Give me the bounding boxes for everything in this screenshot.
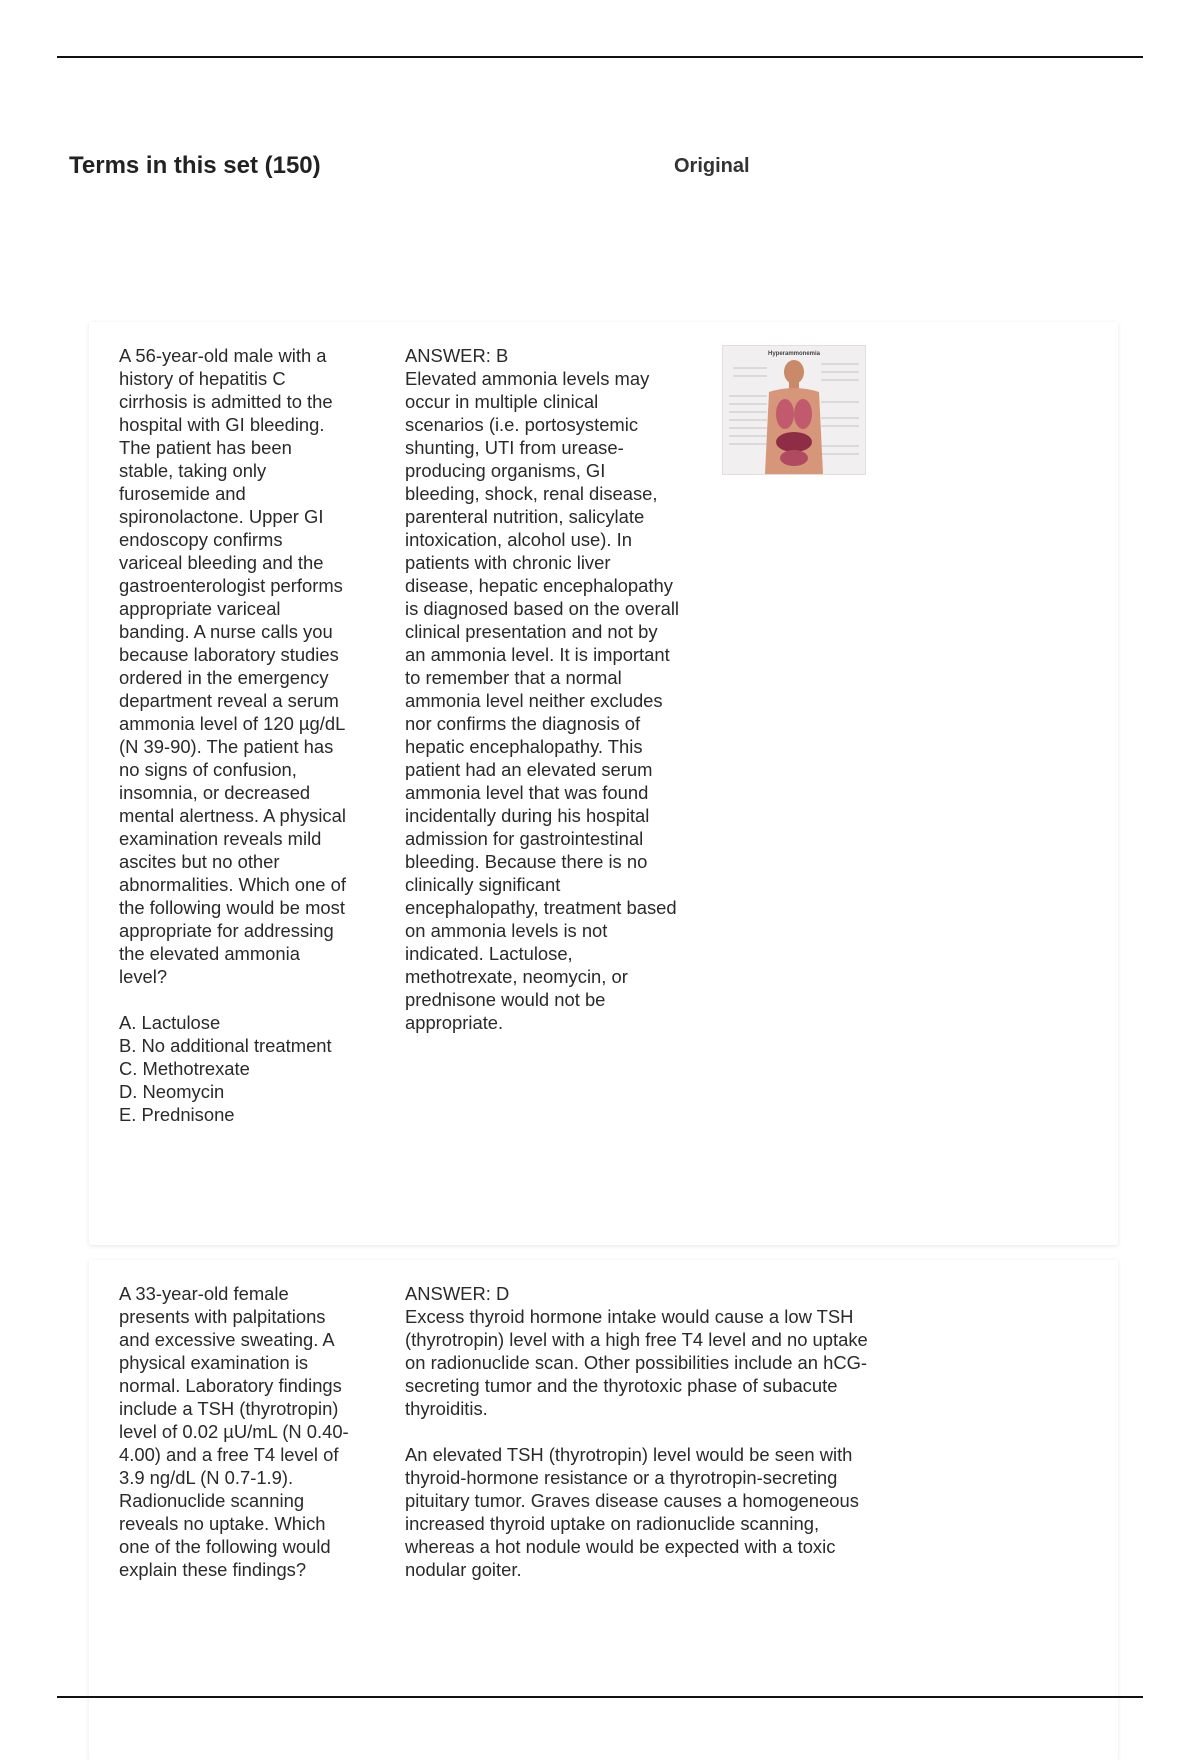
bottom-divider — [57, 1696, 1143, 1698]
set-title: Terms in this set (150) — [69, 152, 321, 179]
term-text: A 56-year-old male with a history of hepatitis C cirrhosis is admitted to the hospital with GI bleeding. The patient has been stable, taking only furosemide and spironolactone. Upper GI endoscopy confirms variceal bleeding and the gastroenterologist performs appropriate variceal banding. A nurse calls you because laboratory studies ordered in the emergency department reveal a serum ammonia level of 120 µg/dL (N 39-90). The patient has no signs of confusion, insomnia, or decreased mental alertness. A physical examination reveals mild ascites but no other abnormalities. Which one of the following would be most appropriate for addressing the elevated ammonia level? A. Lactulose B. No additional treatment C. Methotrexate D. Neomycin E. Prednisone — [119, 345, 346, 1125]
flashcard — [89, 1260, 1118, 1760]
figure-caption: Hyperammonemia — [767, 351, 821, 357]
term-text: A 33-year-old female presents with palpitations and excessive sweating. A physical examination is normal. Laboratory findings include a TSH (thyrotropin) level of 0.02 µU/mL (N 0.40-4.00) and a free T4 level of 3.9 ng/dL (N 0.7-1.9). Radionuclide scanning reveals no uptake. Which one of the following would explain these findings? — [119, 1283, 349, 1580]
definition-text: ANSWER: D Excess thyroid hormone intake would cause a low TSH (thyrotropin) level with a high free T4 level and no uptake on radionuclide scan. Other possibilities include an hCG-secreting tumor and the thyrotoxic phase of subacute thyroiditis. An elevated TSH (thyrotropin) level would be seen with thyroid-hormone resistance or a thyrotropin-secreting pituitary tumor. Graves disease causes a homogeneous increased thyroid uptake on radionuclide scanning, whereas a hot nodule would be expected with a toxic nodular goiter. — [405, 1283, 868, 1580]
flashcard — [89, 322, 1118, 1245]
top-divider — [57, 56, 1143, 58]
sort-label-original[interactable]: Original — [674, 155, 750, 177]
definition-text: ANSWER: B Elevated ammonia levels may occur in multiple clinical scenarios (i.e. portosystemic shunting, UTI from urease-producing organisms, GI bleeding, shock, renal disease, parenteral nutrition, salicylate intoxication, alcohol use). In patients with chronic liver disease, hepatic encephalopathy is diagnosed based on the overall clinical presentation and not by an ammonia level. It is important to remember that a normal ammonia level neither excludes nor confirms the diagnosis of hepatic encephalopathy. This patient had an elevated serum ammonia level that was found incidentally during his hospital admission for gastrointestinal bleeding. Because there is no clinically significant encephalopathy, treatment based on ammonia levels is not indicated. Lactulose, methotrexate, neomycin, or prednisone would not be appropriate. — [405, 345, 680, 1033]
hyperammonemia-illustration — [722, 345, 866, 475]
